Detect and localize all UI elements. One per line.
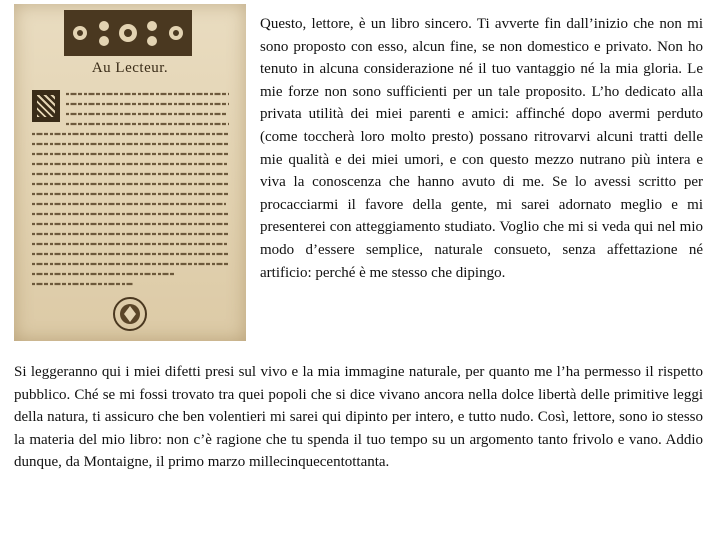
scan-text-lines [14, 4, 246, 341]
scan-heading: Au Lecteur. [91, 60, 169, 76]
paragraph-below-image: Si leggeranno qui i miei difetti presi sul vivo e la mia immagine naturale, per quanto me l’ha permesso il rispetto pubblico. Ché se mi fossi trovato tra quei popoli che si dice vivano ancora nella dolce libertà delle primitive leggi della natura, ti assicuro che ben volentieri mi sarei qui dipinto per intero, e tutto nudo. Così, lettore, sono io stesso la materia del mio libro: non c’è ragione che tu spenda il tuo tempo su un argomento tanto frivolo e vano. Addio dunque, da Montaigne, il primo marzo millecinquecentottanta. [14, 364, 703, 471]
paragraph-beside-image: Questo, lettore, è un libro sincero. Ti avverte fin dall’inizio che non mi sono proposto con esso, alcun fine, se non domestico e privato. Non ho tenuto in alcuna considerazione né il tuo vantaggio né la mia gloria. Le mie forze non sono sufficienti per un tale proposito. L’ho dedicato alla privata utilità dei miei parenti e amici: affinché dopo avermi perduto (come toccherà loro molto presto) possano ritrovarvi alcuni tratti delle mie qualità e dei miei umori, e con questo mezzo nutrano più intera e viva la conoscenza che hanno avuto di me. Se lo avessi scritto per procacciarmi il favore della gente, mi sarei adornato meglio e mi presenterei con atteggiamento studiato. Voglio che mi si veda qui nel mio modo d’essere semplice, naturale consueto, senza affettazione né artificio: perché è me stesso che dipingo. [260, 16, 703, 281]
printer-mark-icon [112, 296, 148, 332]
book-page-scan [14, 4, 246, 341]
